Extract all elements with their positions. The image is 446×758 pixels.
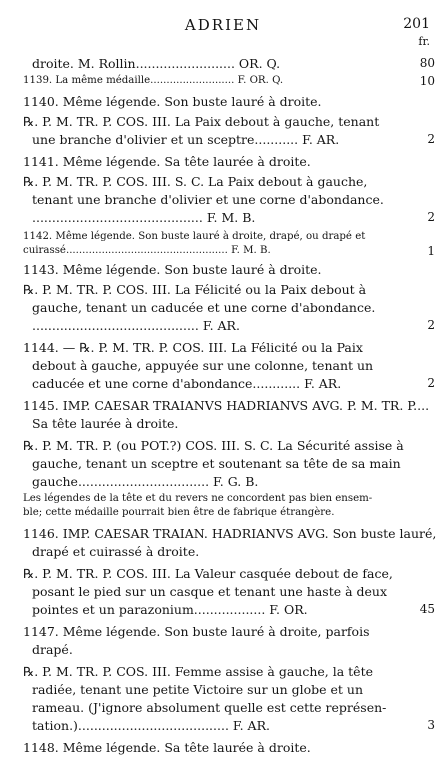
- line-text: gauche................................. F. G. B.: [32, 474, 259, 489]
- line-text: drapé.: [32, 642, 73, 657]
- catalogue-line: [23, 542, 402, 562]
- line-text: ble; cette médaille pourrait bien être de fabrique étrangère.: [23, 507, 335, 518]
- line-text: ℞. P. M. TR. P. COS. III. La Paix debout à gauche, tenant: [23, 114, 380, 129]
- catalogue-line: [23, 208, 402, 228]
- line-text: Sa tête laurée à droite.: [32, 416, 179, 431]
- line-text: rameau. (J'ignore absolument quelle est cette représen-: [32, 700, 387, 715]
- line-text: droite. M. Rollin......................... OR. Q.: [32, 56, 281, 71]
- line-text: ........................................... F. M. B.: [32, 210, 256, 225]
- catalogue-line: [23, 716, 402, 736]
- line-text: gauche, tenant un sceptre et soutenant sa tête de sa main: [32, 456, 401, 471]
- line-text: tation.)...................................... F. AR.: [32, 718, 270, 733]
- catalogue-line: [23, 54, 402, 74]
- catalogue-line: [23, 506, 393, 520]
- catalogue-line: [23, 152, 393, 172]
- catalogue-line: [23, 524, 437, 544]
- price-value: 2: [427, 376, 435, 390]
- catalogue-line: [23, 298, 402, 318]
- line-text: 1142. Même légende. Son buste lauré à droite, drapé, ou drapé et: [23, 231, 366, 242]
- catalogue-line: [23, 356, 402, 376]
- catalogue-line: [23, 582, 402, 602]
- catalogue-line: [23, 130, 402, 150]
- page-number: 201: [403, 16, 430, 32]
- catalogue-line: [23, 436, 404, 456]
- catalogue-line: [23, 622, 393, 642]
- line-text: 1143. Même légende. Son buste lauré à droite.: [23, 262, 322, 277]
- line-text: ℞. P. M. TR. P. COS. III. S. C. La Paix debout à gauche,: [23, 174, 368, 189]
- running-title: ADRIEN: [184, 16, 262, 34]
- price-unit-label: fr.: [418, 35, 430, 48]
- price-value: 10: [419, 74, 435, 88]
- line-text: debout à gauche, appuyée sur une colonne, tenant un: [32, 358, 374, 373]
- catalogue-line: [23, 414, 402, 434]
- price-value: 2: [427, 132, 435, 146]
- line-text: 1144. — ℞. P. M. TR. P. COS. III. La Félicité ou la Paix: [23, 340, 363, 355]
- catalogue-line: [23, 260, 393, 280]
- catalogue-line: [23, 698, 402, 718]
- catalogue-line: [23, 374, 402, 394]
- catalogue-line: [23, 564, 393, 584]
- catalogue-line: [23, 190, 402, 210]
- line-text: tenant une branche d'olivier et une corne d'abondance.: [32, 192, 384, 207]
- line-text: drapé et cuirassé à droite.: [32, 544, 200, 559]
- line-text: pointes et un parazonium.................. F. OR.: [32, 602, 308, 617]
- price-value: 2: [427, 210, 435, 224]
- price-value: 2: [427, 318, 435, 332]
- line-text: ℞. P. M. TR. P. COS. III. La Félicité ou la Paix debout à: [23, 282, 367, 297]
- line-text: caducée et une corne d'abondance............ F. AR.: [32, 376, 342, 391]
- line-text: 1146. IMP. CAESAR TRAIAN. HADRIANVS AVG. Son buste lauré,: [23, 526, 437, 541]
- catalogue-line: [23, 492, 393, 506]
- line-text: posant le pied sur un casque et tenant une haste à deux: [32, 584, 388, 599]
- line-text: 1147. Même légende. Son buste lauré à droite, parfois: [23, 624, 370, 639]
- line-text: cuirassé.................................................. F. M. B.: [23, 245, 271, 256]
- line-text: une branche d'olivier et un sceptre........... F. AR.: [32, 132, 340, 147]
- catalogue-line: [23, 244, 393, 258]
- catalogue-line: [23, 662, 393, 682]
- catalogue-line: [23, 316, 402, 336]
- catalogue-line: [23, 600, 402, 620]
- price-value: 45: [419, 602, 435, 616]
- catalogue-line: [23, 738, 393, 758]
- line-text: radiée, tenant une petite Victoire sur un globe et un: [32, 682, 364, 697]
- catalogue-line: [23, 112, 393, 132]
- line-text: ℞. P. M. TR. P. (ou POT.?) COS. III. S. C. La Sécurité assise à: [23, 438, 404, 453]
- line-text: Les légendes de la tête et du revers ne concordent pas bien ensem-: [23, 493, 373, 504]
- catalogue-line: [23, 74, 393, 88]
- catalogue-line: [23, 472, 402, 492]
- catalogue-line: [23, 280, 393, 300]
- line-text: ℞. P. M. TR. P. COS. III. Femme assise à gauche, la tête: [23, 664, 373, 679]
- catalogue-line: [23, 230, 393, 244]
- line-text: 1139. La même médaille.......................... F. OR. Q.: [23, 75, 284, 86]
- catalogue-line: [23, 92, 393, 112]
- catalogue-line: [23, 396, 430, 416]
- line-text: 1148. Même légende. Sa tête laurée à droite.: [23, 740, 311, 755]
- line-text: gauche, tenant un caducée et une corne d'abondance.: [32, 300, 376, 315]
- catalogue-line: [23, 454, 402, 474]
- line-text: 1141. Même légende. Sa tête laurée à droite.: [23, 154, 311, 169]
- line-text: ℞. P. M. TR. P. COS. III. La Valeur casquée debout de face,: [23, 566, 393, 581]
- line-text: 1145. IMP. CAESAR TRAIANVS HADRIANVS AVG. P. M. TR. P....: [23, 398, 430, 413]
- catalogue-line: [23, 338, 393, 358]
- price-value: 3: [427, 718, 435, 732]
- catalogue-line: [23, 640, 402, 660]
- price-value: 1: [427, 244, 435, 258]
- catalogue-line: [23, 680, 402, 700]
- line-text: 1140. Même légende. Son buste lauré à droite.: [23, 94, 322, 109]
- price-value: 80: [419, 56, 435, 70]
- line-text: .......................................... F. AR.: [32, 318, 240, 333]
- catalogue-line: [23, 172, 393, 192]
